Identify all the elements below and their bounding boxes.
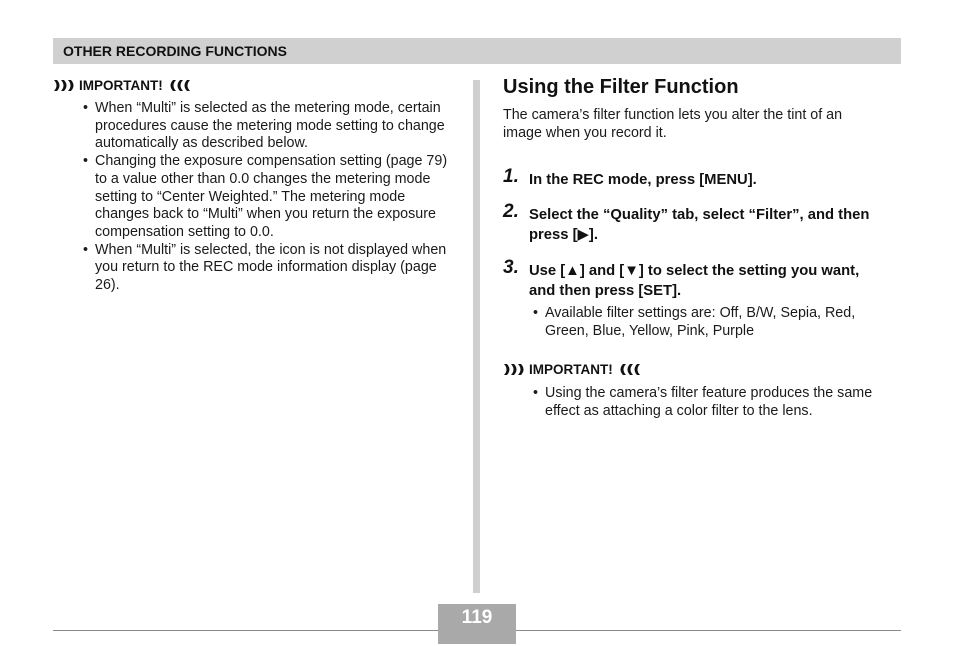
header-band — [53, 38, 901, 64]
page-number-tab — [438, 604, 516, 644]
step-number: 1. — [503, 166, 519, 187]
step-1 — [503, 166, 883, 190]
intro-paragraph: The camera’s filter function lets you alter the tint of an image when you record it. — [503, 107, 843, 141]
step-number: 2. — [503, 201, 519, 222]
step-3 — [503, 257, 863, 301]
list-item: • When “Multi” is selected, the icon is not displayed when you return to the REC mode information display (page 26). — [83, 242, 455, 295]
step-2 — [503, 201, 888, 245]
important-label: IMPORTANT! — [79, 78, 163, 93]
step-number: 3. — [503, 257, 519, 278]
important-heading-left — [53, 78, 191, 93]
triple-arrow-left-icon — [169, 79, 191, 92]
triple-arrow-left-icon — [619, 363, 641, 376]
column-divider — [473, 80, 480, 593]
page-title: Using the Filter Function — [503, 76, 739, 98]
list-item: • When “Multi” is selected as the metering mode, certain procedures cause the metering mode setting to change automatically as described below. — [83, 100, 455, 153]
list-item: • Available filter settings are: Off, B/W, Sepia, Red, Green, Blue, Yellow, Pink, Purple — [533, 305, 883, 340]
important-bullet-list-left — [83, 100, 455, 295]
page-number: 119 — [461, 607, 493, 628]
section-header-title: OTHER RECORDING FUNCTIONS — [63, 43, 287, 59]
step-text: Select the “Quality” tab, select “Filter”, and then press [▶]. — [529, 207, 870, 243]
triple-arrow-right-icon — [53, 79, 75, 92]
list-item: • Using the camera’s filter feature produces the same effect as attaching a color filter to the lens. — [533, 385, 895, 420]
important-heading-right — [503, 362, 641, 377]
step-text: In the REC mode, press [MENU]. — [529, 172, 757, 188]
important-bullet-list-right — [533, 385, 895, 420]
triple-arrow-right-icon — [503, 363, 525, 376]
step-text: Use [▲] and [▼] to select the setting you want, and then press [SET]. — [529, 263, 860, 299]
step-3-note-list — [533, 305, 883, 340]
important-label: IMPORTANT! — [529, 362, 613, 377]
list-item: • Changing the exposure compensation setting (page 79) to a value other than 0.0 changes the metering mode setting to “Center Weighted.” The metering mode changes back to “Multi” when you return the exposure compensation setting to 0.0. — [83, 153, 455, 242]
